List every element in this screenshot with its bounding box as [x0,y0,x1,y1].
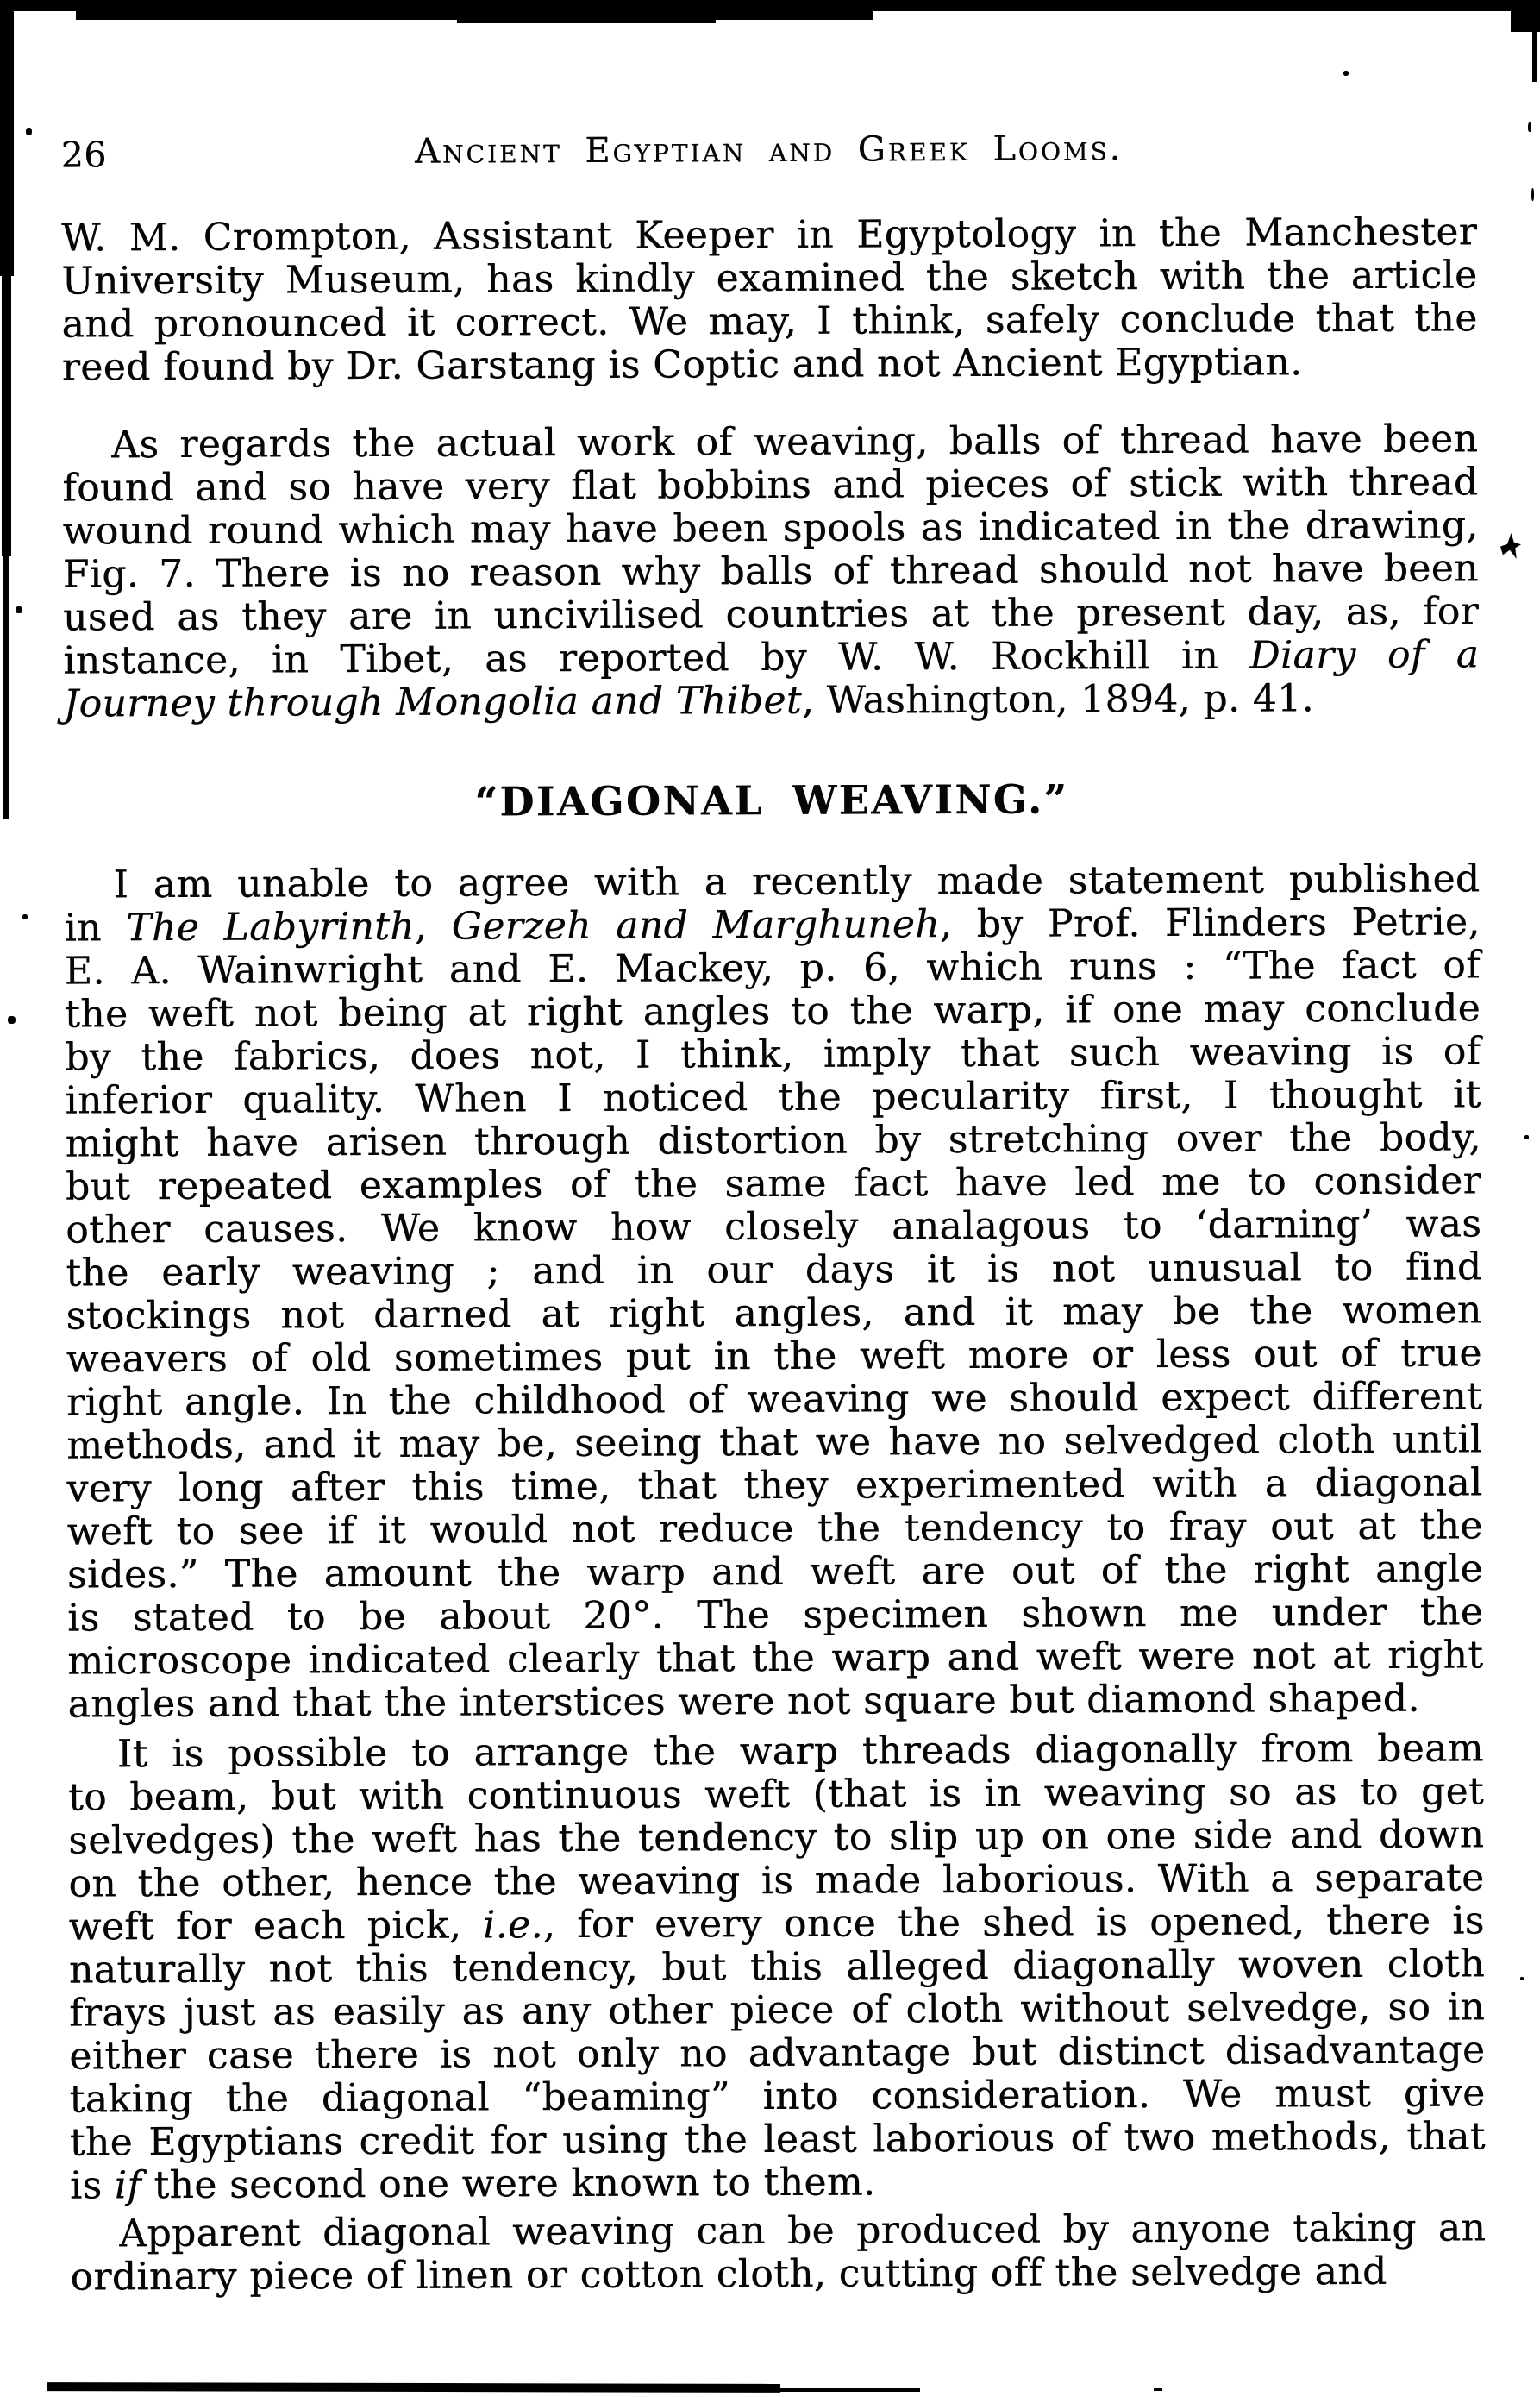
scan-speck [1343,71,1349,76]
text-line [70,2115,1486,2164]
text-segment: Fig. 7. There is no reason why balls of thread should not have been [62,546,1479,597]
running-header: Ancient Egyptian and Greek Looms. [414,129,1124,172]
text-line [68,1813,1484,1862]
text-line [64,857,1480,907]
text-line [62,417,1478,467]
text-line [66,1375,1482,1424]
text-segment: I am unable to agree with a recently made statement published [113,857,1481,907]
italic-text: Diary of a [1249,632,1480,678]
text-segment: wound round which may have been spools as indicated in the drawing, [62,503,1479,554]
italic-text: Journey through Mongolia and Thibet [63,678,802,726]
page-number: 26 [60,134,107,176]
text-segment: to beam, but with continuous weft (that is in weaving so as to get [67,1769,1485,1820]
text-segment: the Egyptians credit for using the least laborious of two methods, that [69,2114,1486,2165]
section-heading: “DIAGONAL WEAVING.” [474,775,1069,825]
scan-artifact-corner [1511,0,1540,32]
paragraph [62,417,1480,725]
text-line [66,1418,1482,1467]
text-segment: and pronounced it correct. We may, I think, safely conclude that the [61,296,1478,347]
text-segment: instance, in Tibet, as reported by W. W. Rockhill in [63,633,1250,683]
text-segment: found and so have very flat bobbins and pieces of stick with thread [62,460,1479,511]
text-line [65,1073,1481,1122]
text-segment: , for every once the shed is opened, there is [542,1898,1485,1948]
text-segment: by the fabrics, does not, I think, imply that such weaving is of [65,1029,1481,1080]
margin-ink-mark [1500,533,1521,559]
scan-speck [26,128,32,135]
text-segment: methods, and it may be, seeing that we have no selvedged cloth until [66,1417,1483,1468]
text-segment: very long after this time, that they experimented with a diagonal [66,1460,1483,1511]
text-segment: reed found by Dr. Garstang is Coptic and not Ancient Egyptian. [61,340,1303,390]
text-segment: selvedges) the weft has the tendency to slip up on one side and down [68,1812,1485,1863]
text-line [63,547,1479,596]
text-line [66,1202,1481,1252]
text-segment: taking the diagonal “beaming” into consideration. We must give [69,2071,1486,2122]
scan-artifact-left-edge [2,259,11,556]
scan-artifact-bottom-band [1154,2388,1162,2391]
text-line [66,1246,1481,1295]
text-line [66,1289,1482,1338]
text-line [66,1461,1482,1510]
text-line [61,297,1477,346]
text-line [65,1030,1481,1079]
paragraph [70,2206,1486,2299]
text-line [67,1677,1483,1726]
page-header [61,126,1477,177]
text-line [68,1770,1484,1819]
scan-artifact-left-edge [0,0,14,276]
text-segment: E. A. Wainwright and E. Mackey, p. 6, which runs : “The fact of [64,943,1481,994]
text-segment: is stated to be about 20°. The specimen shown me under the [67,1590,1484,1641]
text-line [68,1727,1484,1776]
text-segment: naturally not this tendency, but this alleged diagonally woven cloth [68,1942,1486,1992]
text-line [61,210,1477,260]
text-segment: might have arisen through distortion by stretching over the body, [65,1115,1481,1166]
text-segment: Apparent diagonal weaving can be produced by anyone taking an [119,2206,1487,2256]
text-line [65,987,1481,1036]
paragraph [61,210,1478,389]
text-segment: stockings not darned at right angles, and it may be the women [66,1288,1482,1339]
text-segment: It is possible to arrange the warp threads diagonally from beam [116,1726,1484,1777]
text-segment: other causes. We know how closely analagous to ‘darning’ was [66,1202,1482,1252]
italic-text: The Labyrinth [126,904,416,951]
scan-speck [1528,122,1531,132]
paragraph [64,857,1483,1726]
text-segment: frays just as easily as any other piece of cloth without selvedge, so in [69,1985,1486,2036]
text-line [61,254,1477,303]
text-line [65,900,1481,950]
text-segment: ordinary piece of linen or cotton cloth, cutting off the selvedge and [70,2249,1387,2300]
scan-speck [16,606,22,613]
text-segment: , [414,904,452,949]
italic-text: if [114,2163,142,2208]
text-segment: sides.” The amount the warp and weft are out of the right angle [66,1547,1484,1597]
text-line [62,340,1478,389]
text-line [69,1986,1485,2035]
text-segment: , by Prof. Flinders Petrie, [939,900,1481,947]
text-line [66,1159,1481,1208]
scan-speck [1520,1977,1524,1980]
text-segment: the early weaving ; and in our days it is not unusual to find [66,1245,1482,1296]
scan-artifact-left-edge [3,535,9,819]
page-content [61,126,1487,2299]
scan-speck [1524,1135,1529,1139]
scan-artifact-edge [1532,32,1537,82]
text-segment: W. M. Crompton, Assistant Keeper in Egyptology in the Manchester [61,210,1478,260]
text-line [69,2029,1485,2078]
text-segment: the weft not being at right angles to the warp, if one may conclude [64,986,1481,1037]
text-segment: is [69,2163,115,2208]
text-line [63,633,1479,682]
text-line [69,1899,1485,1948]
text-line [63,504,1479,553]
text-line [69,2072,1485,2121]
text-segment: on the other, hence the weaving is made laborious. With a separate [68,1855,1485,1906]
paragraph [68,1727,1486,2207]
text-segment: either case there is not only no advantage but distinct disadvantage [69,2028,1486,2079]
text-segment: University Museum, has kindly examined the sketch with the article [61,253,1478,304]
text-segment: microscope indicated clearly that the warp and weft were not at right [67,1633,1484,1684]
text-line [70,2158,1486,2207]
text-segment: , Washington, 1894, p. 41. [801,676,1315,723]
italic-text: i.e. [483,1903,543,1948]
text-line [66,1116,1481,1165]
text-line [69,1942,1485,1992]
text-line [67,1504,1483,1553]
scan-artifact-bottom-band [47,2382,780,2393]
text-segment: used as they are in uncivilised countries at the present day, as, for [62,589,1480,640]
text-segment: right angle. In the childhood of weaving we should expect different [66,1374,1483,1425]
text-line [63,676,1479,725]
scan-speck [8,1016,16,1024]
text-segment: As regards the actual work of weaving, balls of thread have been [111,417,1479,467]
text-segment: weavers of old sometimes put in the weft more or less out of true [66,1331,1482,1382]
text-line [66,1332,1482,1381]
italic-text: Gerzeh and Marghuneh [451,902,941,949]
text-line [62,461,1478,510]
text-line [70,2250,1486,2299]
scan-speck [22,914,28,919]
text-segment: in [64,906,127,951]
text-line [67,1634,1483,1683]
scan-artifact-top-band [457,0,716,23]
text-line [67,1547,1483,1597]
text-segment: weft for each pick, [68,1903,484,1949]
text-segment: but repeated examples of the same fact have led me to consider [65,1158,1482,1209]
text-segment: the second one were known to them. [141,2160,876,2208]
text-line [65,944,1481,993]
text-line [68,1856,1484,1905]
scan-artifact-bottom-band [780,2388,920,2392]
text-segment: weft to see if it would not reduce the tendency to fray out at the [66,1503,1483,1554]
scan-speck [1531,188,1534,201]
text-line [63,590,1479,639]
text-segment: angles and that the interstices were not square but diamond shaped. [67,1676,1420,1727]
text-segment: inferior quality. When I noticed the pecularity first, I thought it [65,1072,1481,1123]
text-line [67,1591,1483,1640]
text-line [70,2206,1486,2256]
